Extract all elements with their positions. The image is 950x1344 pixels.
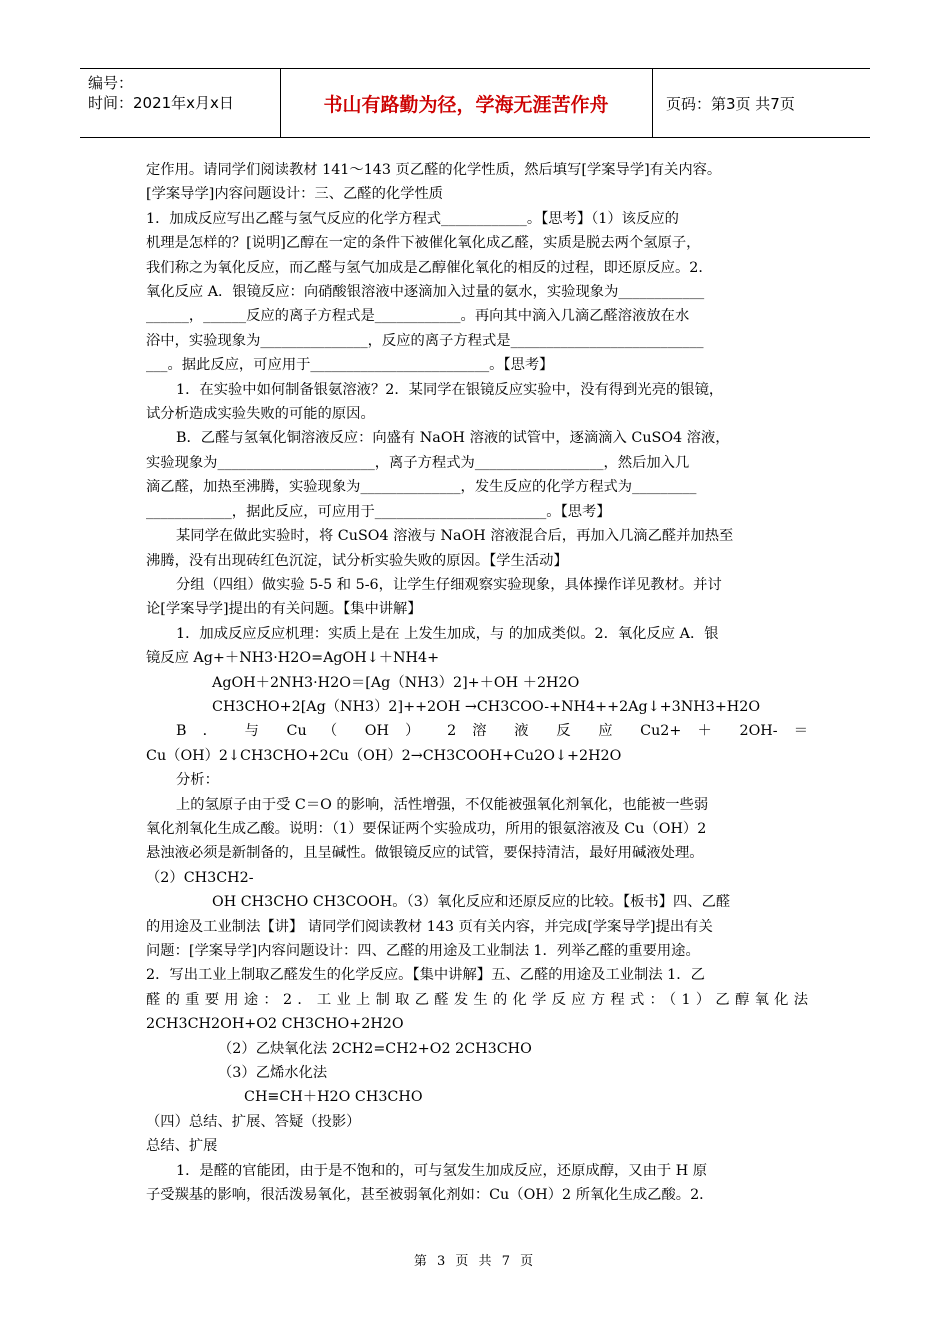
- text-line: 1．在实验中如何制备银氨溶液？2．某同学在银镜反应实验中，没有得到光亮的银镜，: [176, 381, 724, 398]
- page-header: [80, 68, 870, 138]
- text-line: [学案导学]内容问题设计：三、乙醛的化学性质: [146, 186, 444, 203]
- text-line: 沸腾，没有出现砖红色沉淀，试分析实验失败的原因。【学生活动】: [146, 552, 568, 569]
- header-divider: [652, 69, 653, 137]
- text-line: 试分析造成实验失败的可能的原因。: [146, 406, 375, 423]
- header-page-info: 页码：第3页 共7页: [666, 94, 795, 113]
- text-line: 滴乙醛，加热至沸腾，实验现象为______________，发生反应的化学方程式为_________: [146, 479, 697, 496]
- text-line: 氧化剂氧化生成乙酸。说明：（1）要保证两个实验成功，所用的银氨溶液及 Cu（OH）2: [146, 820, 707, 837]
- text-line: ____________，据此反应，可应用于________________________。【思考】: [146, 503, 611, 520]
- text-line: 上的氢原子由于受 C＝O 的影响，活性增强，不仅能被强氧化剂氧化，也能被一些弱: [176, 796, 709, 813]
- text-line: 镜反应 Ag+＋NH3·H2O=AgOH↓＋NH4+: [146, 650, 440, 667]
- text-line: 分析：: [176, 772, 219, 789]
- text-line: 2．写出工业上制取乙醛发生的化学反应。【集中讲解】五、乙醛的用途及工业制法 1．乙: [146, 967, 705, 984]
- equation-line: Cu（OH）2↓CH3CHO+2Cu（OH）2→CH3COOH+Cu2O↓+2H2O: [146, 747, 622, 764]
- text-line: 氧化反应 A．银镜反应：向硝酸银溶液中逐滴加入过量的氨水，实验现象为____________: [146, 284, 705, 301]
- text-line: 1．是醛的官能团，由于是不饱和的，可与氢发生加成反应，还原成醇，又由于 H 原: [176, 1162, 708, 1179]
- text-line: 定作用。请同学们阅读教材 141～143 页乙醛的化学性质，然后填写[学案导学]有关内容。: [146, 162, 722, 178]
- text-line: 醛的重要用途：2．工业上制取乙醛发生的化学反应方程式：（1）乙醇氧化法: [146, 991, 808, 1008]
- text-line: B．乙醛与氢氧化铜溶液反应：向盛有 NaOH 溶液的试管中，逐滴滴入 CuSO4 溶液，: [176, 430, 730, 447]
- text-line: 分组（四组）做实验 5-5 和 5-6，让学生仔细观察实验现象，具体操作详见教材。并讨: [176, 576, 722, 593]
- text-line: B ． 与 Cu （ OH ） 2 溶 液 反 应 Cu2+ ＋ 2OH- ＝: [176, 723, 808, 740]
- text-line: 的用途及工业制法【讲】 请同学们阅读教材 143 页有关内容，并完成[学案导学]提出有关: [146, 918, 713, 935]
- text-line: 实验现象为______________________，离子方程式为__________________，然后加入几: [146, 454, 690, 471]
- document-body: [146, 158, 808, 1207]
- section-heading: （四）总结、扩展、答疑（投影）: [146, 1113, 361, 1130]
- text-line: 某同学在做此实验时，将 CuSO4 溶液与 NaOH 溶液混合后，再加入几滴乙醛并加热至: [176, 528, 734, 545]
- text-line: （2）乙炔氧化法 2CH2=CH2+O2 2CH3CHO: [218, 1040, 532, 1057]
- text-line: 机理是怎样的？[说明]乙醇在一定的条件下被催化氧化成乙醛，实质是脱去两个氢原子，: [146, 235, 701, 252]
- text-line: 子受羰基的影响，很活泼易氧化，甚至被弱氧化剂如：Cu（OH）2 所氧化生成乙酸。2．: [146, 1187, 714, 1204]
- header-meta: [88, 73, 234, 113]
- text-line: 论[学案导学]提出的有关问题。【集中讲解】: [146, 601, 422, 618]
- equation-line: CH3CHO+2[Ag（NH3）2]++2OH →CH3COO-+NH4++2Ag↓+3NH3+H2O: [212, 698, 761, 715]
- section-heading: 总结、扩展: [146, 1138, 218, 1155]
- text-line: 1．加成反应反应机理：实质上是在 上发生加成，与 的加成类似。2．氧化反应 A．银: [176, 625, 719, 642]
- header-motto: 书山有路勤为径，学海无涯苦作舟: [323, 93, 609, 116]
- text-line: ______，______反应的离子方程式是____________。再向其中滴入几滴乙醛溶液放在水: [146, 308, 690, 325]
- equation-line: AgOH＋2NH3·H2O＝[Ag（NH3）2]+＋OH ＋2H2O: [212, 674, 580, 691]
- equation-line: 2CH3CH2OH+O2 CH3CHO+2H2O: [146, 1016, 404, 1033]
- text-line: 1．加成反应写出乙醛与氢气反应的化学方程式____________。【思考】（1）该反应的: [146, 210, 679, 227]
- text-line: 浴中，实验现象为_______________，反应的离子方程式是___________________________: [146, 332, 704, 349]
- text-line: 问题：[学案导学]内容问题设计：四、乙醛的用途及工业制法 1．列举乙醛的重要用途。: [146, 943, 700, 959]
- equation-line: CH≡CH＋H2O CH3CHO: [244, 1089, 423, 1106]
- text-line: ___。据此反应，可应用于_________________________。【思考】: [146, 357, 554, 374]
- text-line: 悬浊液必须是新制备的，且呈碱性。做银镜反应的试管，要保持清洁，最好用碱液处理。: [146, 845, 704, 862]
- text-line: （2）CH3CH2-: [146, 869, 254, 886]
- text-line: OH CH3CHO CH3COOH。（3）氧化反应和还原反应的比较。【板书】四、乙醛: [212, 894, 731, 911]
- text-line: 我们称之为氧化反应，而乙醛与氢气加成是乙醇催化氧化的相反的过程，即还原反应。2．: [146, 259, 713, 276]
- text-line: （3）乙烯水化法: [218, 1065, 328, 1082]
- page-footer: 第 3 页 共 7 页: [413, 1254, 537, 1269]
- document-number-label: 编号：: [88, 74, 134, 92]
- document-date-label: 时间：2021年x月x日: [88, 94, 234, 112]
